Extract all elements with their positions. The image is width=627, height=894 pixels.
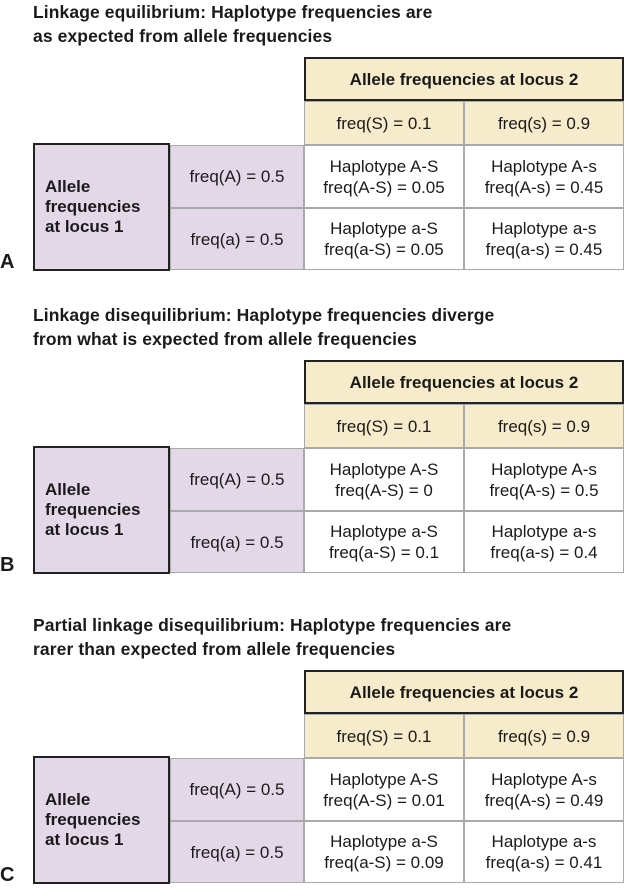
panel-heading: Linkage disequilibrium: Haplotype frequencies diverge from what is expected from allele frequencies [33,305,495,349]
panel-letter: B [0,554,15,576]
freq-a-cell: freq(a) = 0.5 [170,511,304,573]
haplotype-a-S-cell: Haplotype a-S freq(a-S) = 0.09 [304,821,464,883]
panel-c [0,613,627,893]
haplotype-A-s-cell: Haplotype A-s freq(A-s) = 0.5 [464,448,624,511]
haplotype-A-s-cell: Haplotype A-s freq(A-s) = 0.45 [464,145,624,208]
locus2-header: Allele frequencies at locus 2 [304,360,624,404]
haplotype-a-s-cell: Haplotype a-s freq(a-s) = 0.41 [464,821,624,883]
locus2-header: Allele frequencies at locus 2 [304,57,624,101]
panel-b [0,303,627,583]
freq-s-cell: freq(s) = 0.9 [464,404,624,448]
panel-heading: Linkage equilibrium: Haplotype frequencies are as expected from allele frequencies [33,2,433,46]
freq-S-cell: freq(S) = 0.1 [304,101,464,145]
freq-s-cell: freq(s) = 0.9 [464,714,624,758]
locus2-header: Allele frequencies at locus 2 [304,670,624,714]
haplotype-a-S-cell: Haplotype a-S freq(a-S) = 0.05 [304,208,464,270]
freq-A-cell: freq(A) = 0.5 [170,145,304,208]
freq-A-cell: freq(A) = 0.5 [170,448,304,511]
freq-a-cell: freq(a) = 0.5 [170,821,304,883]
freq-S-cell: freq(S) = 0.1 [304,404,464,448]
haplotype-A-S-cell: Haplotype A-S freq(A-S) = 0 [304,448,464,511]
haplotype-A-S-cell: Haplotype A-S freq(A-S) = 0.01 [304,758,464,821]
haplotype-A-S-cell: Haplotype A-S freq(A-S) = 0.05 [304,145,464,208]
freq-s-cell: freq(s) = 0.9 [464,101,624,145]
haplotype-A-s-cell: Haplotype A-s freq(A-s) = 0.49 [464,758,624,821]
panel-letter: C [0,864,15,886]
locus1-header: Allele frequencies at locus 1 [33,143,170,271]
haplotype-a-s-cell: Haplotype a-s freq(a-s) = 0.45 [464,208,624,270]
haplotype-a-s-cell: Haplotype a-s freq(a-s) = 0.4 [464,511,624,573]
freq-S-cell: freq(S) = 0.1 [304,714,464,758]
locus1-header: Allele frequencies at locus 1 [33,446,170,574]
panel-heading: Partial linkage disequilibrium: Haplotype frequencies are rarer than expected from allele frequencies [33,615,512,659]
haplotype-a-S-cell: Haplotype a-S freq(a-S) = 0.1 [304,511,464,573]
panel-letter: A [0,251,15,273]
panel-a [0,0,627,280]
locus1-header: Allele frequencies at locus 1 [33,756,170,884]
freq-A-cell: freq(A) = 0.5 [170,758,304,821]
freq-a-cell: freq(a) = 0.5 [170,208,304,270]
